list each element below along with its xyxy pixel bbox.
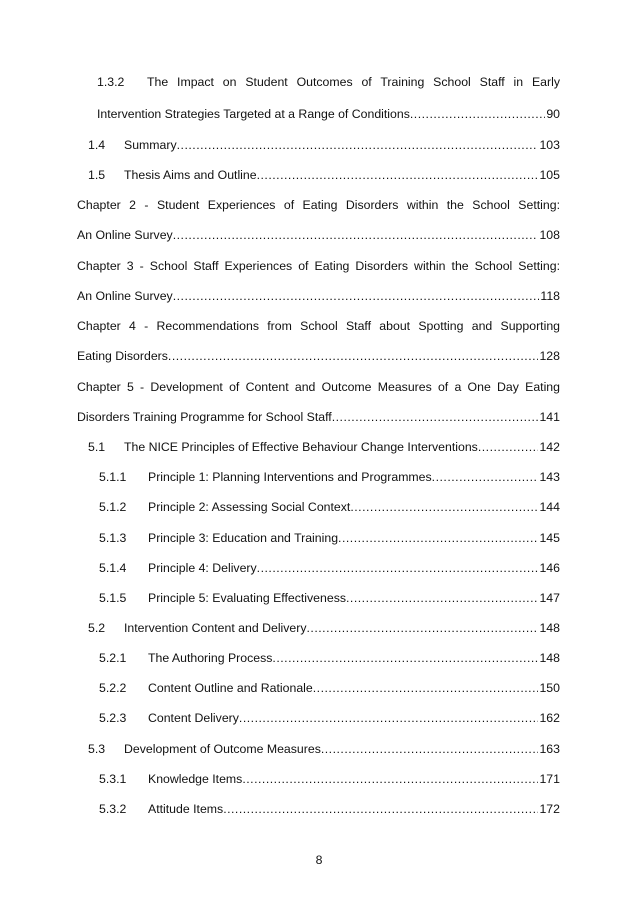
toc-title-cont: Disorders Training Programme for School Staff: [77, 410, 332, 424]
toc-page: 141: [539, 410, 560, 424]
toc-entry-5-3-1: [0, 770, 638, 788]
toc-number: 1.3.2: [97, 75, 125, 89]
toc-page: 162: [539, 711, 560, 725]
toc-entry-5-2-3: [0, 709, 638, 727]
toc-page: 142: [539, 440, 560, 454]
toc-number: 5.3: [88, 742, 106, 756]
toc-entry-5-1-2: [0, 498, 638, 516]
toc-page: 143: [539, 470, 560, 484]
toc-number: 5.3.2: [99, 802, 127, 816]
toc-chapter-5-cont: [0, 408, 638, 426]
toc-title: Content Delivery: [148, 711, 239, 725]
toc-page: 118: [540, 289, 560, 303]
toc-page: 148: [539, 651, 560, 665]
toc-title: Principle 3: Education and Training: [148, 531, 339, 545]
toc-page: 172: [539, 802, 560, 816]
toc-entry-5-1-3: [0, 529, 638, 547]
toc-chapter-3: [0, 257, 638, 275]
toc-entry-5-3: [0, 740, 638, 758]
toc-title-cont: An Online Survey: [77, 228, 173, 242]
toc-title: Content Outline and Rationale: [148, 681, 313, 695]
toc-title: Principle 2: Assessing Social Context: [148, 500, 351, 514]
toc-page: 108: [539, 228, 560, 242]
toc-entry-1-3-2: [0, 73, 638, 91]
toc-title: Principle 4: Delivery: [148, 561, 257, 575]
toc-page: 148: [539, 621, 560, 635]
toc-title: Chapter 4 - Recommendations from School Staff about Spotting and Supporting: [77, 319, 560, 333]
toc-title: Attitude Items: [148, 802, 224, 816]
toc-title: Chapter 2 - Student Experiences of Eating Disorders within the School Setting:: [77, 198, 560, 212]
toc-page: 146: [539, 561, 560, 575]
toc-number: 5.2.1: [99, 651, 127, 665]
toc-page: 163: [539, 742, 560, 756]
toc-title: Knowledge Items: [148, 772, 243, 786]
toc-entry-1-3-2-cont: [0, 105, 638, 123]
toc-number: 5.2.2: [99, 681, 127, 695]
toc-title: The Impact on Student Outcomes of Training School Staff in Early: [147, 75, 560, 89]
toc-page: 144: [539, 500, 560, 514]
toc-entry-5-2-1: [0, 649, 638, 667]
toc-page: 105: [539, 168, 560, 182]
toc-chapter-5: [0, 378, 638, 396]
toc-page: 90: [546, 107, 560, 121]
toc-entry-5-2-2: [0, 679, 638, 697]
toc-entry-5-1-4: [0, 559, 638, 577]
toc-chapter-2-cont: [0, 226, 638, 244]
toc-title: Summary: [124, 138, 177, 152]
toc-page: 171: [539, 772, 560, 786]
toc-title: Principle 5: Evaluating Effectiveness: [148, 591, 346, 605]
toc-title: The NICE Principles of Effective Behaviour Change Interventions: [124, 440, 478, 454]
toc-entry-1-4: [0, 136, 638, 154]
toc-chapter-4-cont: [0, 347, 638, 365]
toc-entry-5-3-2: [0, 800, 638, 818]
toc-entry-5-2: [0, 619, 638, 637]
toc-entry-5-1: [0, 438, 638, 456]
toc-chapter-4: [0, 317, 638, 335]
toc-number: 5.1.2: [99, 500, 127, 514]
toc-entry-5-1-1: [0, 468, 638, 486]
toc-number: 5.3.1: [99, 772, 127, 786]
toc-title: Thesis Aims and Outline: [124, 168, 257, 182]
toc-title: Chapter 3 - School Staff Experiences of Eating Disorders within the School Setting:: [77, 259, 560, 273]
toc-page: 103: [539, 138, 560, 152]
toc-title: Chapter 5 - Development of Content and Outcome Measures of a One Day Eating: [77, 380, 560, 394]
toc-number: 1.4: [88, 138, 106, 152]
toc-number: 5.1.4: [99, 561, 127, 575]
toc-page: 145: [539, 531, 560, 545]
page-number: 8: [315, 853, 323, 867]
toc-page: 128: [539, 349, 560, 363]
toc-number: 5.1: [88, 440, 106, 454]
toc-entry-5-1-5: [0, 589, 638, 607]
toc-title: Intervention Content and Delivery: [124, 621, 307, 635]
toc-title-cont: An Online Survey: [77, 289, 173, 303]
toc-number: 5.1.1: [99, 470, 127, 484]
toc-title-cont: Intervention Strategies Targeted at a Range of Conditions: [97, 107, 410, 121]
toc-number: 5.2: [88, 621, 106, 635]
toc-chapter-2: [0, 196, 638, 214]
toc-title-cont: Eating Disorders: [77, 349, 168, 363]
toc-page: 150: [539, 681, 560, 695]
toc-number: 5.1.5: [99, 591, 127, 605]
toc-number: 5.2.3: [99, 711, 127, 725]
toc-chapter-3-cont: [0, 287, 638, 305]
toc-title: Principle 1: Planning Interventions and Programmes: [148, 470, 432, 484]
toc-number: 1.5: [88, 168, 106, 182]
toc-page: 147: [539, 591, 560, 605]
toc-title: Development of Outcome Measures: [124, 742, 321, 756]
toc-number: 5.1.3: [99, 531, 127, 545]
toc-entry-1-5: [0, 166, 638, 184]
toc-title: The Authoring Process: [148, 651, 273, 665]
